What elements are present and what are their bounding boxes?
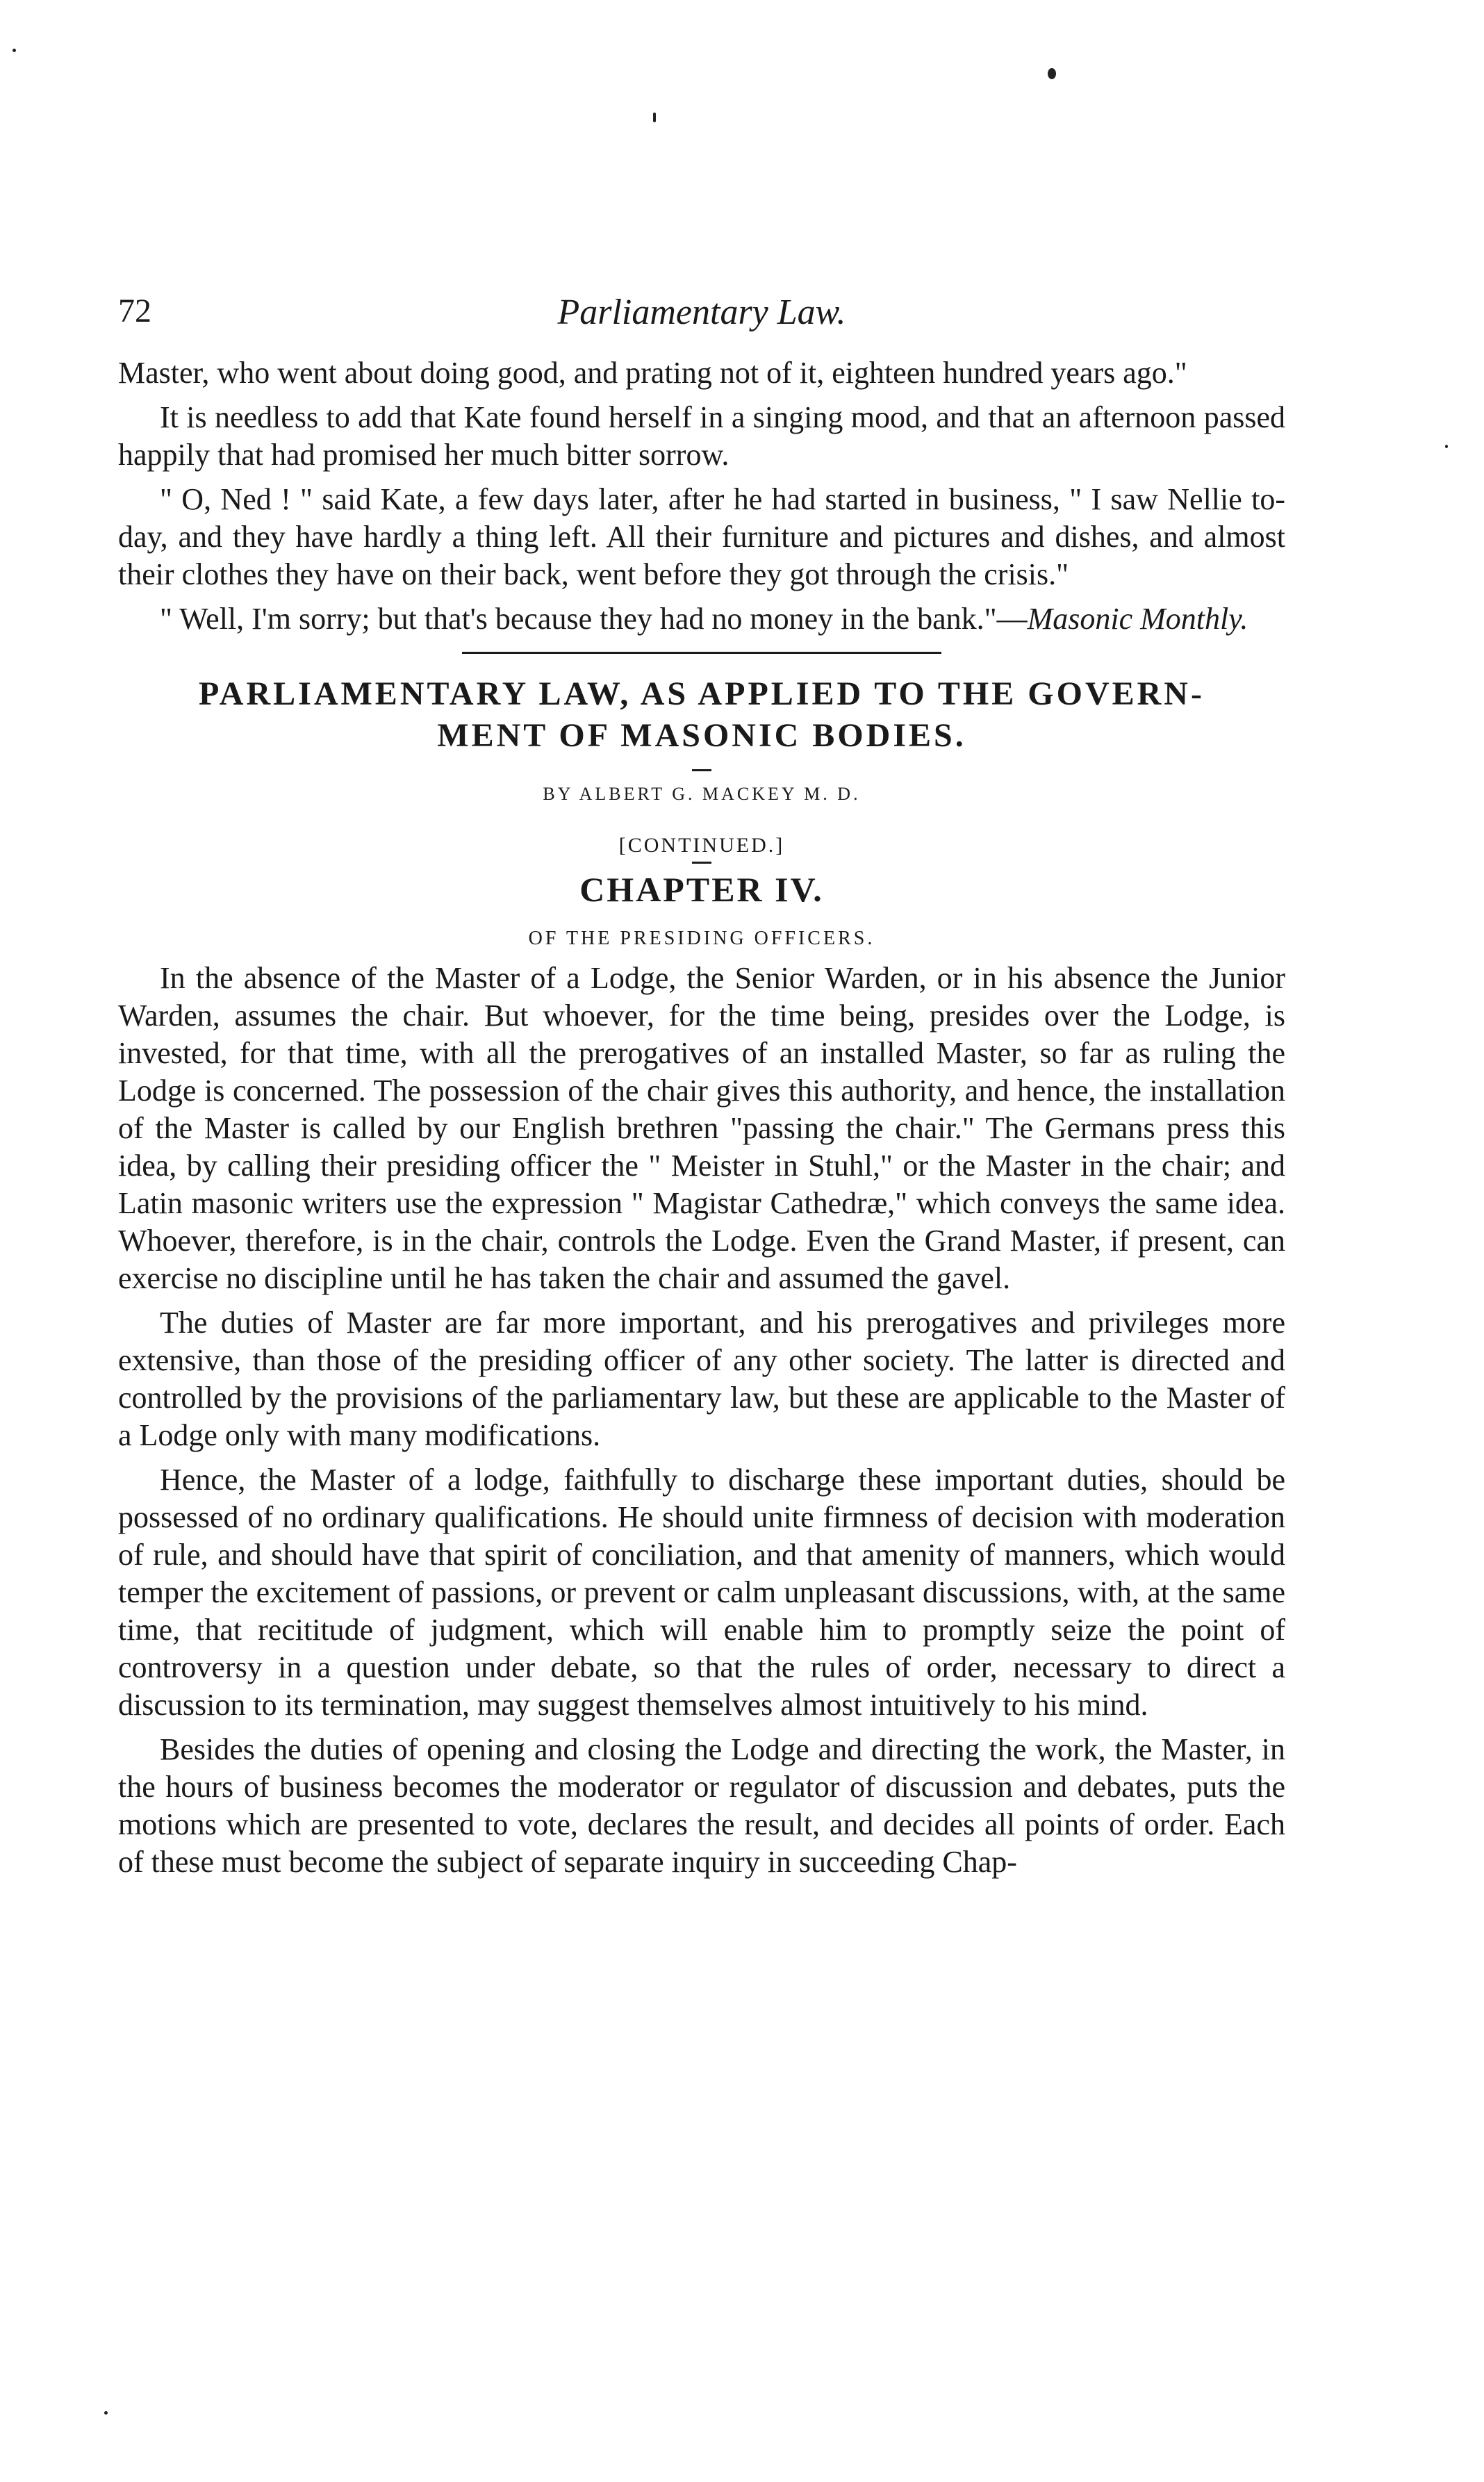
article-title-line-2: MENT OF MASONIC BODIES. [437,717,966,754]
section-title: OF THE PRESIDING OFFICERS. [528,928,875,949]
page-number: 72 [118,293,151,329]
book-page [118,292,1285,1881]
section-divider [462,652,941,654]
ornament-dash [692,769,711,771]
story-paragraph: Master, who went about doing good, and prating not of it, eighteen hundred years ago." [118,356,1187,390]
article-paragraph: Besides the duties of opening and closing the Lodge and directing the work, the Master, in the hours of business becomes the moderator or regulator of discussion and debates, puts the motions which are presented to vote, declares the result, and decides all points of order. Each of these must become the subject of separate inquiry in succeeding Chap- [118,1732,1285,1879]
print-speck [1048,68,1056,79]
story-paragraph: It is needless to add that Kate found herself in a singing mood, and that an afternoon passed happily that had promised her much bitter sorrow. [118,400,1285,472]
print-speck [13,49,16,52]
story-closing-text: " Well, I'm sorry; but that's because they had no money in the bank."— [160,602,1028,636]
print-speck [104,2411,108,2415]
article-byline: BY ALBERT G. MACKEY M. D. [543,784,861,804]
article-paragraph: Hence, the Master of a lodge, faithfully to discharge these important duties, should be possessed of no ordinary qualifications. He should unite firmness of decision with moderation of rule, and should have that spirit of conciliation, and that amenity of manners, which would temper the excitement of passions, or prevent or calm unpleasant discussions, with, at the same time, that recititude of judgment, which will enable him to promptly seize the point of controversy in a question under debate, so that the rules of order, necessary to direct a discussion to its termination, may suggest themselves almost intuitively to his mind. [118,1463,1285,1722]
story-paragraph: " O, Ned ! " said Kate, a few days later, after he had started in business, " I saw Nellie to-day, and they have hardly a thing left. All their furniture and pictures and dishes, and almost their clothes they have on their back, went before they got through the crisis." [118,482,1285,591]
continued-note: [CONTINUED.] [618,834,785,857]
print-speck [653,113,656,122]
running-head [118,292,1285,338]
article-paragraph: The duties of Master are far more important, and his prerogatives and privileges more extensive, than those of the presiding officer of any other society. The latter is directed and controlled by the provisions of the parliamentary law, but these are applicable to the Master of a Lodge only with many modifications. [118,1306,1285,1452]
article-paragraph: In the absence of the Master of a Lodge, the Senior Warden, or in his absence the Junior Warden, assumes the chair. But whoever, for the time being, presides over the Lodge, is invested, for that time, with all the prerogatives of an installed Master, so far as ruling the Lodge is concerned. The possession of the chair gives this authority, and hence, the installation of the Master is called by our English brethren "passing the chair." The Germans press this idea, by calling their presiding officer the " Meister in Stuhl," or the Master in the chair; and Latin masonic writers use the expression " Magistar Cathedræ," which conveys the same idea. Whoever, therefore, is in the chair, controls the Lodge. Even the Grand Master, if present, can exercise no discipline until he has taken the chair and assumed the gavel. [118,961,1285,1295]
chapter-heading: CHAPTER IV. [579,870,824,909]
article-title-line-1: PARLIAMENTARY LAW, AS APPLIED TO THE GOVERN- [199,675,1205,712]
ornament-dash [692,862,711,864]
print-speck [1445,445,1448,448]
story-source: Masonic Monthly. [1027,602,1248,636]
story-closing-paragraph [118,600,1285,638]
article-title [118,673,1285,757]
running-title: Parliamentary Law. [557,293,846,332]
